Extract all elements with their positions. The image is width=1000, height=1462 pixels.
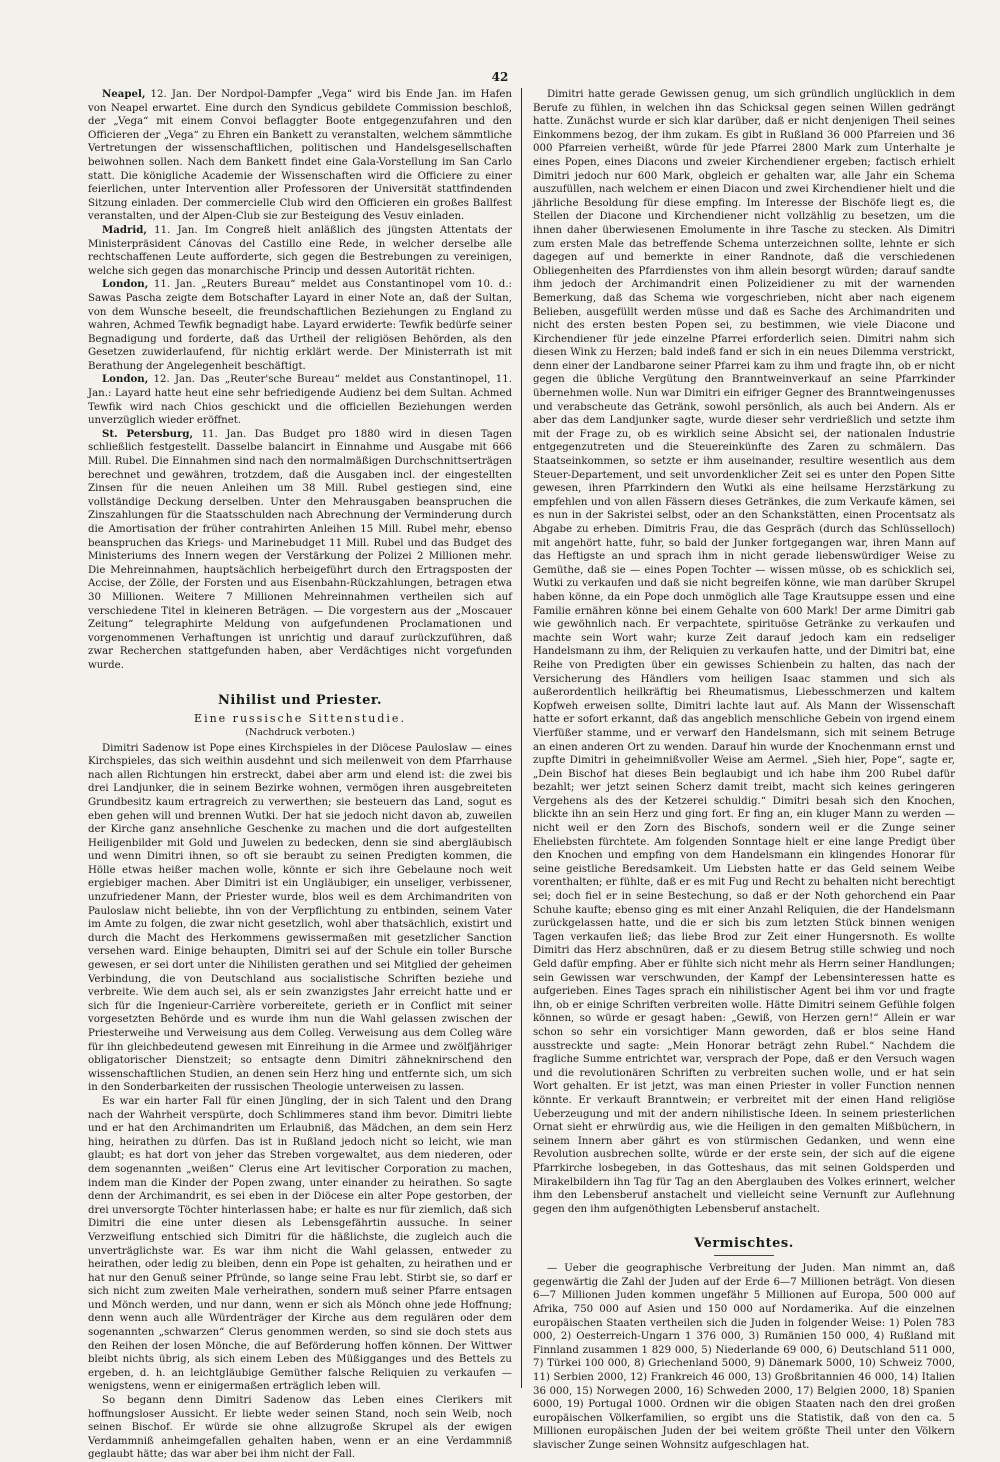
news-place: Neapel,: [102, 88, 146, 100]
two-column-layout: [88, 88, 960, 1461]
story-paragraph: Dimitri hatte gerade Gewissen genug, um sich gründlich unglücklich in dem Berufe zu fühlen, in welchen ihn das Schicksal gegen seinen Willen gedrängt hatte. Zunächst wurde er sich klar darüber, daß er nicht denjenigen Theil seines Einkommens bezog, der ihm zukam. Es gibt in Rußland 36 000 Pfarreien und 36 000 Pfarreien verheißt, würde für jede Pfarrei 2800 Mark zum Unterhalte je eines Popen, eines Diacons und zweier Kirchendiener ergeben; factisch erhielt Dimitri jedoch nur 600 Mark, obgleich er gehalten war, alle Jahr ein Schema auszufüllen, nach welchem er einen Diacon und zwei Kirchendiener hielt und die jährliche Besoldung für diese empfing. Im Interesse der Bischöfe liegt es, die Stellen der Diacone und Kirchendiener nicht vollzählig zu besetzen, um die ihnen daher überwiesenen Emolumente in ihre Tasche zu stecken. Als Dimitri zum ersten Male das betreffende Schema unterzeichnen sollte, lehnte er sich dagegen auf und bemerkte in einer Randnote, daß die verschiedenen Obliegenheiten des Pfarrdienstes von ihm allein besorgt würden; darauf sandte ihm jedoch der Archimandrit einen Polizeidiener zu mit der warnenden Bemerkung, daß das Schema wie vorgeschrieben, nicht aber nach eigenem Belieben, ausgefüllt werden müsse und daß es Sache des Archimandriten und nicht des ersten besten Popen sei, zu bestimmen, wie viele Diacone und Kirchendiener für jede einzelne Pfarrei erforderlich seien. Dimitri nahm sich diesen Wink zu Herzen; bald indeß fand er sich in ein neues Dilemma verstrickt, denn einer der Landbarone seiner Pfarrei kam zu ihm und fragte ihn, ob er nicht gegen die übliche Vergütung den Branntweinverkauf an seine Pfarrkinder übernehmen wolle. Nun war Dimitri ein eifriger Gegner des Branntweingenusses und verabscheute das Getränk, sowohl persönlich, als auch bei Andern. Als er aber das dem Landjunker sagte, wurde dieser sehr verdrießlich und setzte ihm mit der Frage zu, ob es wirklich seine Absicht sei, der nationalen Industrie entgegenzutreten und die Steuereinkünfte des Zaren zu schmälern. Das Staatseinkommen, so setzte er ihm auseinander, resultire wesentlich aus dem Steuer-Departement, und seit unvordenklicher Zeit sei es unter den Popen Sitte gewesen, ihren Pfarrkindern den Wutki als eine heilsame Herzstärkung zu empfehlen und von allen Fässern dieses Getränkes, die zum Verkaufe kämen, sei es nun in der Sakristei selbst, oder an den Schankstätten, einen Procentsatz als Abgabe zu erheben. Dimitris Frau, die das Gespräch (durch das Schlüsselloch) mit angehört hatte, fuhr, so bald der Junker fortgegangen war, ihren Mann auf das Heftigste an und sprach ihm in nicht gerade liebenswürdiger Weise zu Gemüthe, daß sie — eines Popen Tochter — wissen müsse, ob es schicklich sei, Wutki zu verkaufen und daß sie nicht begreifen könne, wie man darüber Skrupel haben könne, da ein Pope doch unmöglich alle Tage Krautsuppe essen und eine Familie ernähren könne bei einem Gehalte von 600 Mark! Der arme Dimitri gab wie gewöhnlich nach. Er verpachtete, spirituöse Getränke zu verkaufen und machte sein Wort wahr; kurze Zeit darauf jedoch kam ein redseliger Handelsmann zu ihm, der Reliquien zu verkaufen hatte, und der Dimitri bat, eine Reihe von Predigten über ein gewisses Schienbein zu halten, das nach der Versicherung des Händlers vom heiligen Isaac stammen und sich als außerordentlich heilkräftig bei Rheumatismus, Liebesschmerzen und kaltem Kopfweh erweisen sollte, Dimitri lachte laut auf. Als Mann der Wissenschaft hatte er sofort erkannt, daß das angeblich menschliche Gebein von irgend einem Vierfüßer stamme, und er verwarf den Handelsmann, sich mit seinem Betruge an einen anderen Ort zu wenden. Darauf hin wurde der Knochenmann ernst und zupfte Dimitri in geheimnißvoller Weise am Aermel. „Sieh hier, Pope“, sagte er, „Dein Bischof hat dieses Bein beglaubigt und ich habe ihm 200 Rubel dafür bezahlt; wer jetzt seinen Scherz damit treibt, macht sich keines geringeren Vergehens als des der Ketzerei schuldig.“ Dimitri besah sich den Knochen, blickte ihn an sein Herz und ging fort. Er fing an, ein kluger Mann zu werden — nicht weil er den Zorn des Bischofs, sondern weil er die Zunge seiner Eheliebsten fürchtete. Am folgenden Sonntage hielt er eine lange Predigt über den Knochen und empfing von dem Handelsmann ein klingendes Honorar für seine geistliche Beredsamkeit. Um Liebsten hatte er das Geld seinem Weibe vorenthalten; er fühlte, daß er es mit Fug und Recht zu behalten nicht berechtigt sei; doch fiel er in seine Bestechung, so daß er der Noth gehorchend ein Paar Schuhe kaufte; ebenso ging es mit einer Anzahl Reliquien, die der Handelsmann zurückgelassen hatte, und die er sich bis zum letzten Stück binnen wenigen Tagen verkaufen ließ; das liebe Brod zur Zeit einer Hungersnoth. Es wollte Dimitri das Herz abschnüren, daß er zu diesem Betrug stille schwieg und noch Geld dafür empfing. Aber er fühlte sich nicht mehr als Herrn seiner Handlungen; sein Gewissen war verschwunden, der Kampf der Lebensinteressen hatte es aufgerieben. Eines Tages sprach ein nihilistischer Agent bei ihm vor und fragte ihn, ob er einige Schriften verbreiten wolle. Hätte Dimitri seinem Gefühle folgen können, so würde er gesagt haben: „Gewiß, von Herzen gern!“ Allein er war schon so sehr ein vorsichtiger Mann geworden, daß er blos seine Hand ausstreckte und sagte: „Mein Honorar beträgt zehn Rubel.“ Nachdem die fragliche Summe entrichtet war, versprach der Pope, daß er den Versuch wagen und die revolutionären Schriften zu verbreiten suchen wolle, und er hat sein Wort gehalten. Er ist jetzt, was man einen Priester in voller Function nennen könnte. Er verkauft Branntwein; er verbreitet mit der einen Hand religiöse Ueberzeugung und mit der andern nihilistische Ideen. In seinem priesterlichen Ornat sieht er ehrwürdig aus, wie die Heiligen in den gemalten Mißbüchern, in seinem Innern aber gährt es von stürmischen Gedanken, und wenn eine Revolution ausbrechen sollte, würde er der erste sein, der sich auf die eigene Pfarrkirche losbegeben, in das Gotteshaus, das mit seinen Goldsperden und Mirakelbildern ihn Tag für Tag an den Aberglauben des Volkes erinnert, welcher ihm den Lebensberuf anstachelt und vielleicht seine Vernunft zur Auflehnung gegen den ihm aufgenöthigten Lebensberuf anstachelt.: [533, 89, 955, 1215]
news-text: 12. Jan. Der Nordpol-Dampfer „Vega“ wird bis Ende Jan. im Hafen von Neapel erwartet. Eine durch den Syndicus gebildete Commission beschloß, der „Vega“ mit einem Convoi beflaggter Boote entgegenzufahren und den Officieren der „Vega“ zu Ehren ein Bankett zu veranstalten, welchem sämmtliche Vertretungen der wissenschaftlichen, politischen und Handelsgesellschaften beiwohnen sollen. Nach dem Bankett findet eine Gala-Vorstellung im San Carlo statt. Die königliche Academie der Wissenschaften wird die Officiere zu einer feierlichen, unter Intervention aller Professoren der Universität stattfindenden Sitzung einladen. Der commercielle Club wird den Officieren ein großes Ballfest veranstalten, und der Alpen-Club sie zur Besteigung des Vesuv einladen.: [88, 89, 512, 223]
left-column: [88, 88, 518, 1461]
news-place: St. Petersburg,: [102, 427, 194, 440]
column-divider: [521, 88, 522, 1388]
news-item-london-1: [88, 278, 512, 373]
news-item-madrid: [88, 224, 512, 278]
news-section: [88, 88, 512, 673]
section-divider: [714, 1255, 774, 1256]
right-column: [525, 88, 955, 1451]
reprint-note: (Nachdruck verboten.): [245, 726, 355, 738]
misc-section: [533, 1262, 955, 1452]
news-text: 11. Jan. Das Budget pro 1880 wird in diesen Tagen schließlich festgestellt. Dasselbe balancirt in Einnahme und Ausgabe mit 666 Mill. Rubel. Die Einnahmen sind nach den normalmäßigen Durchschnittserträgen berechnet und gewähren, trotzdem, daß die Ausgaben incl. der eingestellten Zinsen für die neuen Anleihen um 38 Mill. Rubel gestiegen sind, eine vollständige Deckung derselben. Unter den Mehrausgaben beanspruchen die Zinszahlungen für die Staatsschulden nach Abrechnung der Verminderung durch die Amortisation der früher contrahirten Anleihen 15 Mill. Rubel mehr, ebenso beanspruchen das Kriegs- und Marinebudget 11 Mill. Rubel und das Budget des Ministeriums des Innern wegen der Verstärkung der Polizei 2 Millionen mehr. Die Mehreinnahmen, hauptsächlich herbeigeführt durch den Ertragsposten der Accise, der Zölle, der Forsten und aus Eisenbahn-Rückzahlungen, betragen etwa 30 Millionen. Weitere 7 Millionen Mehreinnahmen vertheilen sich auf verschiedene Titel in kleineren Beträgen. — Die vorgestern aus der „Moscauer Zeitung“ telegraphirte Meldung von aufgefundenen Proclamationen und vorgenommenen Verhaftungen ist unrichtig und darauf zurückzuführen, daß zwar Recherchen stattgefunden haben, aber Verdächtiges nicht vorgefunden wurde.: [88, 428, 512, 671]
misc-paragraph: — Ueber die geographische Verbreitung der Juden. Man nimmt an, daß gegenwärtig die Zahl der Juden auf der Erde 6—7 Millionen beträgt. Von diesen 6—7 Millionen Juden kommen ungefähr 5 Millionen auf Europa, 500 000 auf Afrika, 750 000 auf Asien und 150 000 auf Nordamerika. Auf die einzelnen europäischen Staaten vertheilen sich die Juden in folgender Weise: 1) Polen 783 000, 2) Oesterreich-Ungarn 1 376 000, 3) Rumänien 150 000, 4) Rußland mit Finnland zusammen 1 829 000, 5) Niederlande 69 000, 6) Deutschland 511 000, 7) Türkei 100 000, 8) Griechenland 5000, 9) Dänemark 5000, 10) Schweiz 7000, 11) Serbien 2000, 12) Frankreich 46 000, 13) Großbritannien 46 000, 14) Italien 36 000, 15) Norwegen 2000, 16) Schweden 2000, 17) Belgien 2000, 18) Spanien 6000, 19) Portugal 1000. Ordnen wir die obigen Staaten nach den drei großen europäischen Völkerfamilien, so ergibt uns die Statistik, daß von den ca. 5 Millionen europäischen Juden der bei weitem größte Theil unter den Völkern slavischer Zunge seinen Wohnsitz aufgeschlagen hat.: [533, 1263, 955, 1451]
story-title: Nihilist und Priester.: [217, 692, 383, 708]
story-paragraph: Es war ein harter Fall für einen Jüngling, der in sich Talent und den Drang nach der Wahrheit verspürte, doch Schlimmeres stand ihm bevor. Dimitri liebte und er hat den Archimandriten um Erlaubniß, das Mädchen, an dem sein Herz hing, heirathen zu dürfen. Das ist in Rußland jedoch nicht so leicht, wie man glaubt; es hat dort von jeher das Streben vorgewaltet, aus dem niederen, oder dem sogenannten „weißen“ Clerus eine Art levitischer Corporation zu machen, indem man die Kinder der Popen zwang, unter einander zu heirathen. So sagte denn der Archimandrit, es sei eben in der Diöcese ein alter Pope gestorben, der drei unversorgte Töchter hinterlassen habe; er halte es nur für ziemlich, daß sich Dimitri die eine unter diesen als Lebensgefährtin aussuche. In seiner Verzweiflung entschied sich Dimitri für die häßlichste, die zugleich auch die unverträglichste war. Es war ihm nicht die Wahl gelassen, entweder zu heirathen, oder ledig zu bleiben, denn ein Pope ist gehalten, zu heirathen und er hat nur den Genuß seiner Pfründe, so lange seine Frau lebt. Stirbt sie, so darf er sich nicht zum zweiten Male verheirathen, sondern muß seiner Pfarre entsagen und Mönch werden, und nur dann, wenn er sich als Mönch ohne jede Hoffnung; denn wenn auch alle Würdenträger der Kirche aus dem regulären oder dem sogenannten „schwarzen“ Clerus genommen werden, so sind sie doch stets aus den Reihen der losen Mönche, die auf Beförderung hoffen können. Der Wittwer bleibt nichts übrig, als sich einem Leben des Müßigganges und des Bettels zu ergeben, d. h. an leichtgläubige Gemüther falsche Reliquien zu verkaufen — wenigstens, wenn er einigermaßen erträglich leben will.: [88, 1095, 512, 1393]
news-item-naples: [88, 88, 512, 224]
story-paragraph: Dimitri Sadenow ist Pope eines Kirchspieles in der Diöcese Pauloslaw — eines Kirchspieles, das sich weithin ausdehnt und sich meilenweit von dem Pfarrhause nach allen Richtungen hin erstreckt, dabei aber arm und elend ist: die zwei bis drei Landjunker, die in seinem Bezirke wohnen, vermögen ihren ausgebreiteten Grundbesitz kaum ertragreich zu verwerthen; sie besteuern das Land, sogut es eben gehen will und brennen Wutki. Der hat sie jedoch nicht davon ab, zuweilen der Kirche ganz ansehnliche Geschenke zu machen und die dort aufgestellten Heiligenbilder mit Gold und Juwelen zu bedecken, denn sie sind abergläubisch und wenn Dimitri ihnen, so oft sie beraubt zu seinen Predigten kommen, die Hölle etwas heißer machen wolle, könnte er sich ihre Gebelaune noch weit ergiebiger machen. Aber Dimitri ist ein Ungläubiger, ein unseliger, verbissener, unzufriedener Mann, der Priester wurde, blos weil es dem Archimandriten von Pauloslaw nicht beliebte, ihn von der Verpflichtung zu entbinden, seinem Vater im Amte zu folgen, die zwar nicht gesetzlich, wohl aber thatsächlich, existirt und durch die Macht des Herkommens gewissermaßen mit gesetzlicher Sanction versehen ward. Einige behaupten, Dimitri sei auf der Schule ein toller Bursche gewesen, er sei dort unter die Nihilisten gerathen und sei Mitglied der geheimen Verbindung, die von Deutschland aus socialistische Schriften beziehe und verbreite. Wie dem auch sei, als er sein zwanzigstes Jahr erreicht hatte und er sich für die Ingenieur-Carrière vorbereitete, gerieth er in Conflict mit seiner vorgesetzten Behörde und es wurde ihm nun die Wahl gelassen zwischen der Priesterweihe und Verweisung aus dem Colleg. Verweisung aus dem Colleg wäre für ihn gleichbedeutend gewesen mit Einreihung in die Armee und zwölfjähriger obligatorischer Dienstzeit; so entsagte denn Dimitri zähneknirschend den wissenschaftlichen Studien, an denen sein Herz hing und entfernte sich, um sich in den Sonderbarkeiten der russischen Theologie unterweisen zu lassen.: [88, 742, 512, 1094]
news-place: Madrid,: [102, 223, 147, 236]
story-subtitle: Eine russische Sittenstudie.: [194, 711, 406, 725]
news-item-london-2: [88, 373, 512, 427]
story-paragraph: So begann denn Dimitri Sadenow das Leben eines Clerikers mit hoffnungsloser Aussicht. Er liebte weder seinen Stand, noch sein Weib, noch seinen Bischof. Er würde sie ohne allzugroße Skrupel als der ewigen Verdammniß anheimgefallen gehalten haben, wenn er an eine Verdammniß geglaubt hätte; das war aber bei ihm nicht der Fall.: [88, 1395, 512, 1461]
story-body-left: [88, 742, 512, 1462]
news-text: 11. Jan. Im Congreß hielt anläßlich des jüngsten Attentats der Ministerpräsident Cánovas del Castillo eine Rede, in welcher derselbe alle rechtschaffenen Leute aufforderte, sich gegen die Bestrebungen zu vereinigen, welche sich gegen das monarchische Princip und dessen Autorität richten.: [88, 224, 512, 277]
news-place: London,: [102, 278, 149, 291]
news-text: 12. Jan. Das „Reuter'sche Bureau“ meldet aus Constantinopel, 11. Jan.: Layard hatte heut eine sehr befriedigende Audienz bei dem Sultan. Achmed Tewfik wird nach Chios geschickt und die officiellen Beziehungen werden unverzüglich wieder eröffnet.: [88, 374, 512, 427]
page-number: 42: [491, 70, 509, 84]
story-body-right: [533, 88, 955, 1216]
news-text: 11. Jan. „Reuters Bureau“ meldet aus Constantinopel vom 10. d.: Sawas Pascha zeigte dem Botschafter Layard in einer Note an, daß der Sultan, von dem Wunsche beseelt, die freundschaftlichen Beziehungen zu England zu wahren, Achmed Tewfik begnadigt habe. Layard erwiderte: Tewfik bedürfe seiner Begnadigung und forderte, daß das Urtheil der religiösen Behörden, als den Gesetzen zuwiderlaufend, für nichtig erklärt werde. Der Ministerrath ist mit Berathung der Angelegenheit beschäftigt.: [88, 279, 512, 372]
news-item-st-petersburg: [88, 428, 512, 673]
misc-title: Vermischtes.: [694, 1236, 794, 1252]
news-place: London,: [102, 373, 149, 386]
